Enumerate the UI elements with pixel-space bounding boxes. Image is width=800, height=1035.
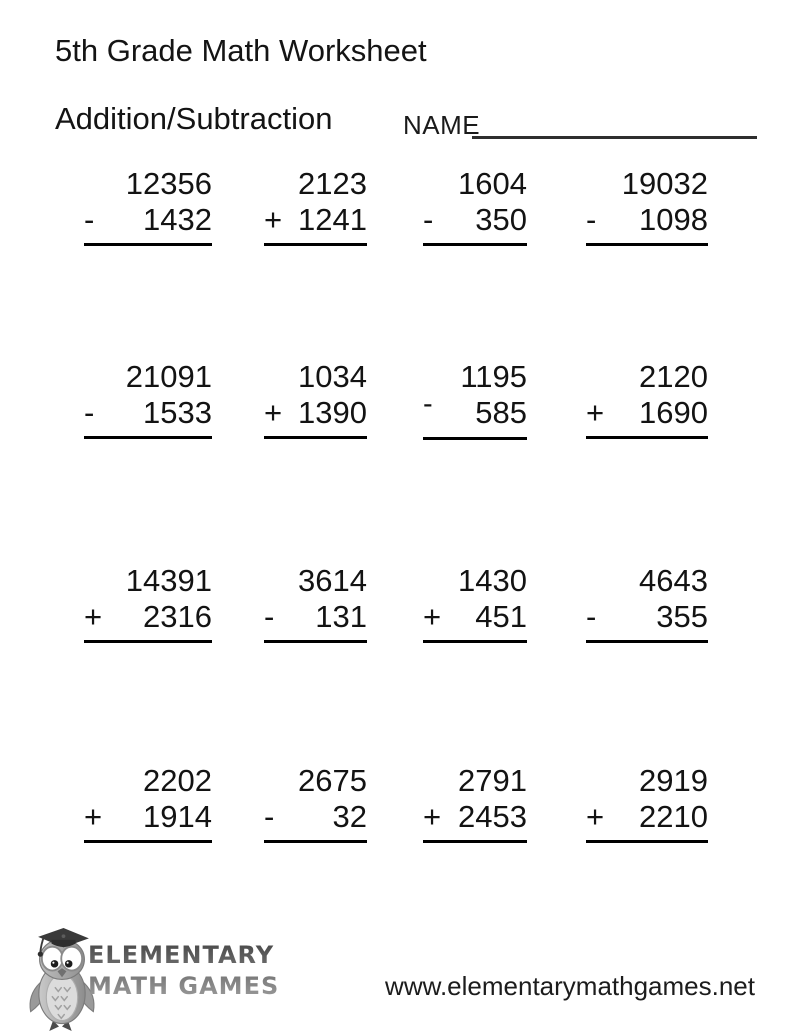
problem-cell [264, 166, 367, 246]
top-operand: 1430 [458, 563, 527, 598]
page-subtitle: Addition/Subtraction [55, 101, 333, 136]
operator: - [586, 202, 597, 237]
problem-cell [84, 166, 212, 246]
bottom-operand: 355 [656, 599, 708, 634]
bottom-operand: 1533 [143, 395, 212, 430]
logo-text [88, 940, 279, 1002]
operator: - [84, 202, 95, 237]
top-operand: 2202 [143, 763, 212, 798]
top-operand: 2123 [298, 166, 367, 201]
top-operand: 2675 [298, 763, 367, 798]
bottom-operand: 1390 [298, 395, 367, 430]
problem-cell [84, 359, 212, 439]
top-operand: 1604 [458, 166, 527, 201]
problem-cell [586, 563, 708, 643]
bottom-operand: 131 [315, 599, 367, 634]
operator: - [264, 599, 275, 634]
bottom-operand: 1241 [298, 202, 367, 237]
name-label: NAME [403, 110, 481, 140]
operator: + [423, 599, 442, 634]
top-operand: 14391 [125, 563, 212, 598]
problem-cell [423, 563, 527, 643]
bottom-operand: 1432 [143, 202, 212, 237]
top-operand: 12356 [125, 166, 212, 201]
operator: - [84, 395, 95, 430]
operator: + [84, 799, 103, 834]
problem-cell [423, 763, 527, 843]
bottom-operand: 1098 [639, 202, 708, 237]
top-operand: 21091 [125, 359, 212, 394]
top-operand: 2791 [458, 763, 527, 798]
problem-cell [264, 763, 367, 843]
problem-cell [423, 359, 527, 440]
bottom-operand: 2316 [143, 599, 212, 634]
problem-cell [264, 359, 367, 439]
operator: + [586, 395, 605, 430]
operator: - [423, 202, 434, 237]
operator: + [586, 799, 605, 834]
operator: + [423, 799, 442, 834]
top-operand: 19032 [621, 166, 708, 201]
bottom-operand: 1690 [639, 395, 708, 430]
problem-cell [264, 563, 367, 643]
name-blank-line [472, 112, 757, 139]
logo-line-elementary: ELEMENTARY [88, 941, 275, 969]
operator: + [84, 599, 103, 634]
bottom-operand: 1914 [143, 799, 212, 834]
logo-line-math-games: MATH GAMES [88, 972, 280, 1000]
operator: + [264, 395, 283, 430]
top-operand: 4643 [639, 563, 708, 598]
operator: - [423, 388, 433, 420]
problem-cell [423, 166, 527, 246]
operator: - [264, 799, 275, 834]
bottom-operand: 350 [475, 202, 527, 237]
bottom-operand: 585 [475, 395, 527, 430]
bottom-operand: 2453 [458, 799, 527, 834]
bottom-operand: 32 [332, 799, 367, 834]
top-operand: 1195 [460, 359, 527, 394]
website-url: www.elementarymathgames.net [385, 971, 755, 1001]
problem-cell [586, 763, 708, 843]
top-operand: 2919 [639, 763, 708, 798]
bottom-operand: 451 [475, 599, 527, 634]
top-operand: 3614 [298, 563, 367, 598]
bottom-operand: 2210 [639, 799, 708, 834]
operator: - [586, 599, 597, 634]
problem-cell [84, 563, 212, 643]
operator: + [264, 202, 283, 237]
problem-cell [586, 166, 708, 246]
top-operand: 2120 [639, 359, 708, 394]
problem-cell [84, 763, 212, 843]
problem-cell [586, 359, 708, 439]
page-title: 5th Grade Math Worksheet [55, 33, 427, 68]
top-operand: 1034 [298, 359, 367, 394]
